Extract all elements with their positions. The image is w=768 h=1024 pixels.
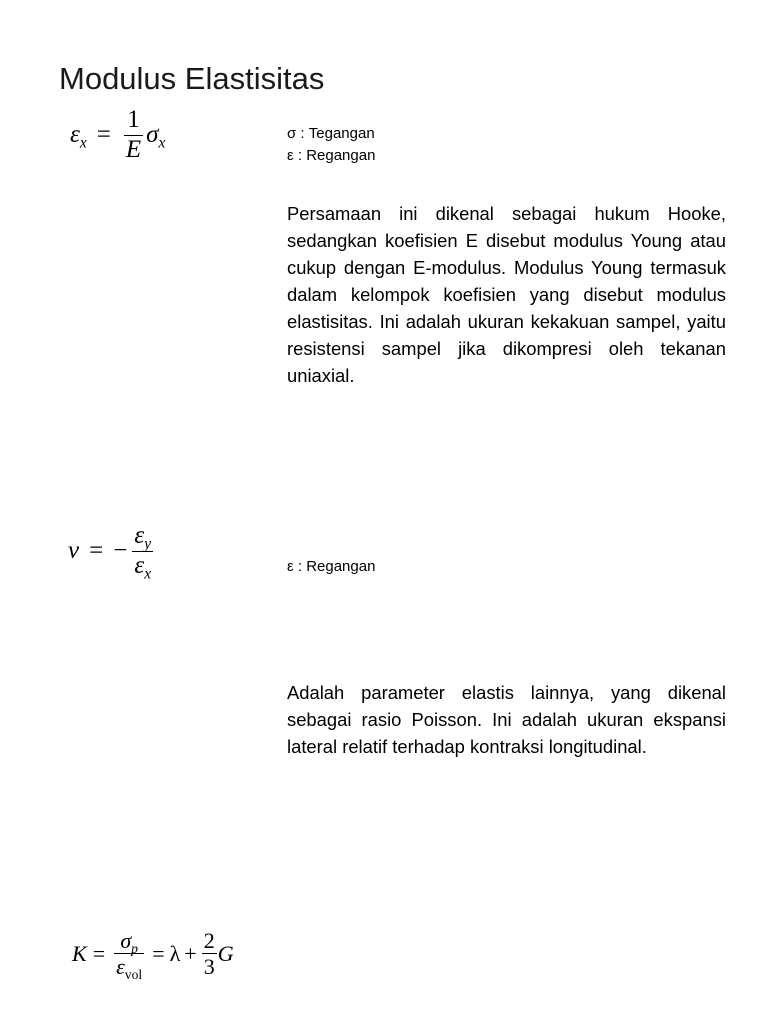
legend-strain: ε : Regangan [287, 147, 376, 164]
shear-modulus-symbol: G [217, 940, 234, 966]
inverse-modulus-fraction [124, 106, 143, 165]
equals-sign: = [89, 537, 104, 565]
two-thirds-fraction [202, 928, 217, 980]
fraction-numerator: 1 [127, 106, 140, 133]
poisson-ratio-description: Adalah parameter elastis lainnya, yang dikenal sebagai rasio Poisson. Ini adalah ukuran ekspansi lateral relatif terhadap kontraksi longitudinal. [287, 682, 726, 757]
strain-ratio-fraction [132, 522, 153, 581]
page-title: Modulus Elastisitas [59, 60, 325, 96]
equals-sign: = [92, 940, 106, 966]
fraction-numerator: $\sigma_p$ [120, 928, 138, 956]
poisson-ratio-equation [68, 522, 156, 581]
stress-x-symbol: $\sigma_x$ [146, 121, 166, 152]
pressure-over-volumetric-strain-fraction [114, 928, 144, 983]
legend-strain: ε : Regangan [287, 558, 376, 575]
fraction-denominator: E [125, 135, 142, 163]
bulk-modulus-symbol: K [72, 940, 87, 966]
fraction-numerator: $\varepsilon_y$ [134, 522, 152, 553]
hooke-legend [287, 123, 375, 167]
legend-stress: σ : Tegangan [287, 125, 375, 142]
minus-sign: − [113, 537, 128, 565]
fraction-denominator: $\varepsilon_{vol}$ [116, 954, 143, 983]
fraction-denominator: 3 [203, 954, 215, 980]
hooke-law-description: Persamaan ini dikenal sebagai hukum Hooke, sedangkan koefisien E disebut modulus Young atau cukup dengan E-modulus. Modulus Young termasuk dalam kelompok koefisien yang disebut modulus elastisitas. Ini adalah ukuran kekakuan sampel, yaitu resistensi sampel jika dikompresi oleh tekanan uniaxial. [287, 203, 726, 386]
equals-sign: = [96, 121, 111, 149]
poisson-legend [287, 556, 375, 578]
lame-lambda-symbol: λ [169, 940, 181, 966]
bulk-modulus-equation [72, 928, 234, 983]
hooke-law-equation [70, 106, 165, 165]
fraction-numerator: 2 [203, 928, 215, 953]
plus-sign: + [184, 940, 197, 966]
strain-x-symbol: $\varepsilon_x$ [70, 121, 87, 152]
equals-sign: = [152, 940, 165, 966]
poisson-ratio-symbol: ν [68, 537, 80, 565]
fraction-denominator: $\varepsilon_x$ [134, 551, 152, 583]
